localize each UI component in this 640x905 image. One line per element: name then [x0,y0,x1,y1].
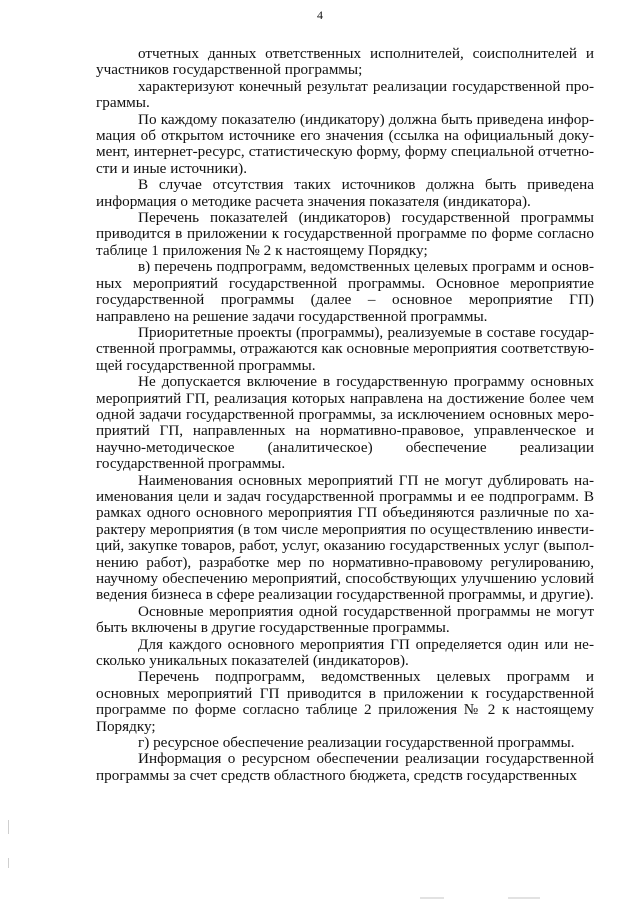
scan-artifact [420,897,444,899]
paragraph: г) ресурсное обеспечение реализации государственной программы. [138,734,575,752]
paragraph: характеризуют конечный результат реализации государственной программы. [96,77,594,112]
document-body [96,46,594,784]
scan-artifact [508,897,540,899]
paragraph: Не допускается включение в государственную программу основных мероприятий ГП, реализация которых направлена на достижение более чем одной задачи государственной программы, за исключением основных мероприятий ГП, направленных на нормативно-правовое, управленческое и научно-методическое (аналитическое) обеспечение реализации государственной программы. [96,373,594,473]
page-number: 4 [317,8,323,22]
scan-artifact [8,858,9,868]
paragraph: в) перечень подпрограмм, ведомственных целевых программ и основных мероприятий государственной программы. Основное мероприятие государственной программы (далее – основное мероприятие ГП) направлено на решение задачи государственной программы. [96,258,594,325]
paragraph: Для каждого основного мероприятия ГП определяется один или несколько уникальных показателей (индикаторов). [96,635,594,670]
paragraph: отчетных данных ответственных исполнителей, соисполнителей и участников государственной программы; [96,45,594,79]
paragraph: В случае отсутствия таких источников должна быть приведена информация о методике расчета значения показателя (индикатора). [96,176,594,210]
paragraph: Информация о ресурсном обеспечении реализации государственной программы за счет средств областного бюджета, средств государственных [96,750,594,784]
paragraph: Перечень показателей (индикаторов) государственной программы приводится в приложении к государственной программе по форме согласно таблице 1 приложения № 2 к настоящему Порядку; [96,209,594,259]
scan-artifact [8,820,9,834]
paragraph: Основные мероприятия одной государственной программы не могут быть включены в другие государственные программы. [96,602,594,637]
paragraph: Приоритетные проекты (программы), реализуемые в составе государственной программы, отражаются как основные мероприятия соответствующей государственной программы. [96,323,594,374]
paragraph: Перечень подпрограмм, ведомственных целевых программ и основных мероприятий ГП приводится в приложении к государственной программе по форме согласно таблице 2 приложения № 2 к настоящему Порядку; [96,668,594,735]
paragraph: Наименования основных мероприятий ГП не могут дублировать наименования цели и задач государственной программы и ее подпрограмм. В рамках одного основного мероприятия ГП объединяются различные по характеру мероприятия (в том числе мероприятия по осуществлению инвестиций, закупке товаров, работ, услуг, оказанию государственных услуг (выполнению работ), разработке мер по нормативно-правовому регулированию, научному обеспечению мероприятий, способствующих улучшению условий ведения бизнеса в сфере реализации государственной программы, и другие). [96,471,594,604]
paragraph: По каждому показателю (индикатору) должна быть приведена информация об открытом источнике его значения (ссылка на официальный документ, интернет-ресурс, статистическую форму, форму специальной отчетности и иные источники). [96,110,594,177]
